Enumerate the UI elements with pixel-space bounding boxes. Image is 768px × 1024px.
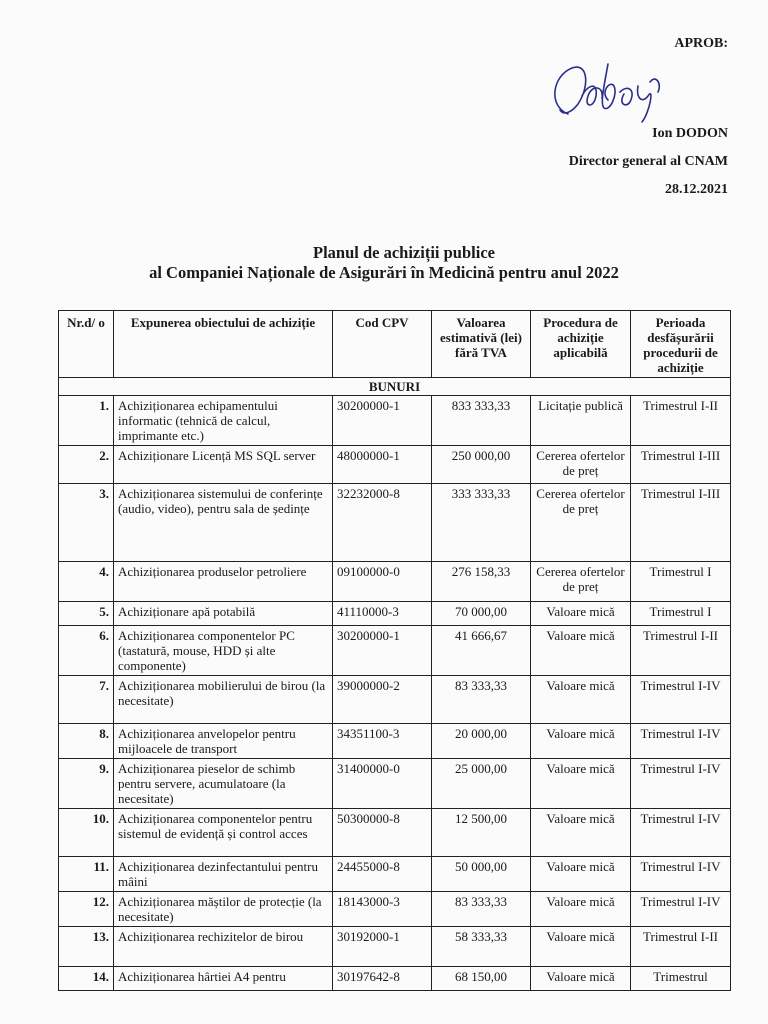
row-object: Achiziționarea componentelor PC (tastatură, mouse, HDD și alte componente): [114, 626, 333, 676]
header-cpv: Cod CPV: [333, 311, 432, 378]
row-object: Achiziționarea componentelor pentru sistemul de evidență și control acces: [114, 809, 333, 857]
row-object: Achiziționarea mobilierului de birou (la necesitate): [114, 676, 333, 724]
row-object: Achiziționarea anvelopelor pentru mijloacele de transport: [114, 724, 333, 759]
row-procedure: Valoare mică: [531, 892, 631, 927]
row-value: 333 333,33: [432, 484, 531, 562]
row-number: 6.: [59, 626, 114, 676]
approval-block: [569, 36, 728, 198]
row-period: Trimestrul I: [631, 602, 731, 626]
row-value: 50 000,00: [432, 857, 531, 892]
row-period: Trimestrul I: [631, 562, 731, 602]
row-period: Trimestrul I-IV: [631, 759, 731, 809]
row-value: 25 000,00: [432, 759, 531, 809]
row-number: 1.: [59, 396, 114, 446]
row-object: Achiziționarea rechizitelor de birou: [114, 927, 333, 967]
row-period: Trimestrul I-II: [631, 927, 731, 967]
row-period: Trimestrul I-IV: [631, 809, 731, 857]
row-cpv-code: 18143000-3: [333, 892, 432, 927]
row-period: Trimestrul I-II: [631, 396, 731, 446]
row-period: Trimestrul I-II: [631, 626, 731, 676]
row-cpv-code: 48000000-1: [333, 446, 432, 484]
row-period: Trimestrul: [631, 967, 731, 991]
table-row: [59, 927, 731, 967]
row-number: 11.: [59, 857, 114, 892]
row-number: 8.: [59, 724, 114, 759]
row-object: Achiziționarea pieselor de schimb pentru servere, acumulatoare (la necesitate): [114, 759, 333, 809]
signature-image: [538, 56, 688, 126]
row-cpv-code: 24455000-8: [333, 857, 432, 892]
procurement-table: [58, 310, 731, 991]
row-procedure: Valoare mică: [531, 676, 631, 724]
table-row: [59, 626, 731, 676]
row-value: 20 000,00: [432, 724, 531, 759]
row-procedure: Cererea ofertelor de preț: [531, 446, 631, 484]
row-value: 68 150,00: [432, 967, 531, 991]
row-object: Achiziționare Licență MS SQL server: [114, 446, 333, 484]
row-period: Trimestrul I-IV: [631, 724, 731, 759]
row-procedure: Valoare mică: [531, 602, 631, 626]
table-row: [59, 967, 731, 991]
table-row: [59, 809, 731, 857]
row-cpv-code: 30200000-1: [333, 626, 432, 676]
row-object: Achiziționare apă potabilă: [114, 602, 333, 626]
approver-name: Ion DODON: [652, 126, 728, 141]
row-cpv-code: 31400000-0: [333, 759, 432, 809]
row-value: 41 666,67: [432, 626, 531, 676]
row-cpv-code: 30200000-1: [333, 396, 432, 446]
row-object: Achiziționarea produselor petroliere: [114, 562, 333, 602]
row-period: Trimestrul I-III: [631, 446, 731, 484]
table-row: [59, 724, 731, 759]
row-number: 14.: [59, 967, 114, 991]
section-label: BUNURI: [59, 378, 731, 396]
row-number: 2.: [59, 446, 114, 484]
row-period: Trimestrul I-IV: [631, 676, 731, 724]
row-procedure: Valoare mică: [531, 759, 631, 809]
row-procedure: Cererea ofertelor de preț: [531, 484, 631, 562]
row-value: 83 333,33: [432, 892, 531, 927]
row-cpv-code: 34351100-3: [333, 724, 432, 759]
table-row: [59, 759, 731, 809]
row-value: 250 000,00: [432, 446, 531, 484]
row-value: 70 000,00: [432, 602, 531, 626]
title-line-2: al Companiei Naționale de Asigurări în Medicină pentru anul 2022: [149, 263, 619, 282]
row-cpv-code: 50300000-8: [333, 809, 432, 857]
row-cpv-code: 41110000-3: [333, 602, 432, 626]
row-procedure: Valoare mică: [531, 857, 631, 892]
row-cpv-code: 09100000-0: [333, 562, 432, 602]
approval-date: 28.12.2021: [665, 182, 728, 197]
table-row: [59, 857, 731, 892]
row-value: 276 158,33: [432, 562, 531, 602]
row-number: 7.: [59, 676, 114, 724]
approval-label: APROB:: [674, 36, 728, 51]
table-row: [59, 446, 731, 484]
row-procedure: Valoare mică: [531, 967, 631, 991]
title-line-1: Planul de achiziții publice: [313, 243, 495, 262]
table-row: [59, 484, 731, 562]
header-procedure: Procedura de achiziție aplicabilă: [531, 311, 631, 378]
row-period: Trimestrul I-III: [631, 484, 731, 562]
row-number: 9.: [59, 759, 114, 809]
row-value: 12 500,00: [432, 809, 531, 857]
row-cpv-code: 30197642-8: [333, 967, 432, 991]
section-row: [59, 378, 731, 396]
row-cpv-code: 30192000-1: [333, 927, 432, 967]
row-object: Achiziționarea dezinfectantului pentru mâini: [114, 857, 333, 892]
row-period: Trimestrul I-IV: [631, 892, 731, 927]
row-procedure: Cererea ofertelor de preț: [531, 562, 631, 602]
row-number: 10.: [59, 809, 114, 857]
row-number: 13.: [59, 927, 114, 967]
row-value: 58 333,33: [432, 927, 531, 967]
row-procedure: Valoare mică: [531, 626, 631, 676]
header-period: Perioada desfășurării procedurii de achiziție: [631, 311, 731, 378]
table-row: [59, 562, 731, 602]
row-number: 4.: [59, 562, 114, 602]
table-row: [59, 396, 731, 446]
approver-role: Director general al CNAM: [568, 154, 728, 169]
row-value: 833 333,33: [432, 396, 531, 446]
table-header-row: [59, 311, 731, 378]
row-value: 83 333,33: [432, 676, 531, 724]
header-value: Valoarea estimativă (lei) fără TVA: [432, 311, 531, 378]
header-object: Expunerea obiectului de achiziție: [114, 311, 333, 378]
row-procedure: Valoare mică: [531, 927, 631, 967]
document-title: [0, 243, 768, 283]
table-row: [59, 892, 731, 927]
row-object: Achiziționarea sistemului de conferințe (audio, video), pentru sala de ședințe: [114, 484, 333, 562]
table-row: [59, 676, 731, 724]
row-procedure: Valoare mică: [531, 809, 631, 857]
row-object: Achiziționarea hârtiei A4 pentru: [114, 967, 333, 991]
row-number: 3.: [59, 484, 114, 562]
row-procedure: Valoare mică: [531, 724, 631, 759]
row-period: Trimestrul I-IV: [631, 857, 731, 892]
header-nr: Nr.d/ o: [59, 311, 114, 378]
row-cpv-code: 32232000-8: [333, 484, 432, 562]
row-number: 5.: [59, 602, 114, 626]
row-cpv-code: 39000000-2: [333, 676, 432, 724]
row-procedure: Licitație publică: [531, 396, 631, 446]
row-number: 12.: [59, 892, 114, 927]
page-edge: [0, 1012, 768, 1024]
row-object: Achiziționarea echipamentului informatic (tehnică de calcul, imprimante etc.): [114, 396, 333, 446]
row-object: Achiziționarea măștilor de protecție (la necesitate): [114, 892, 333, 927]
table-row: [59, 602, 731, 626]
